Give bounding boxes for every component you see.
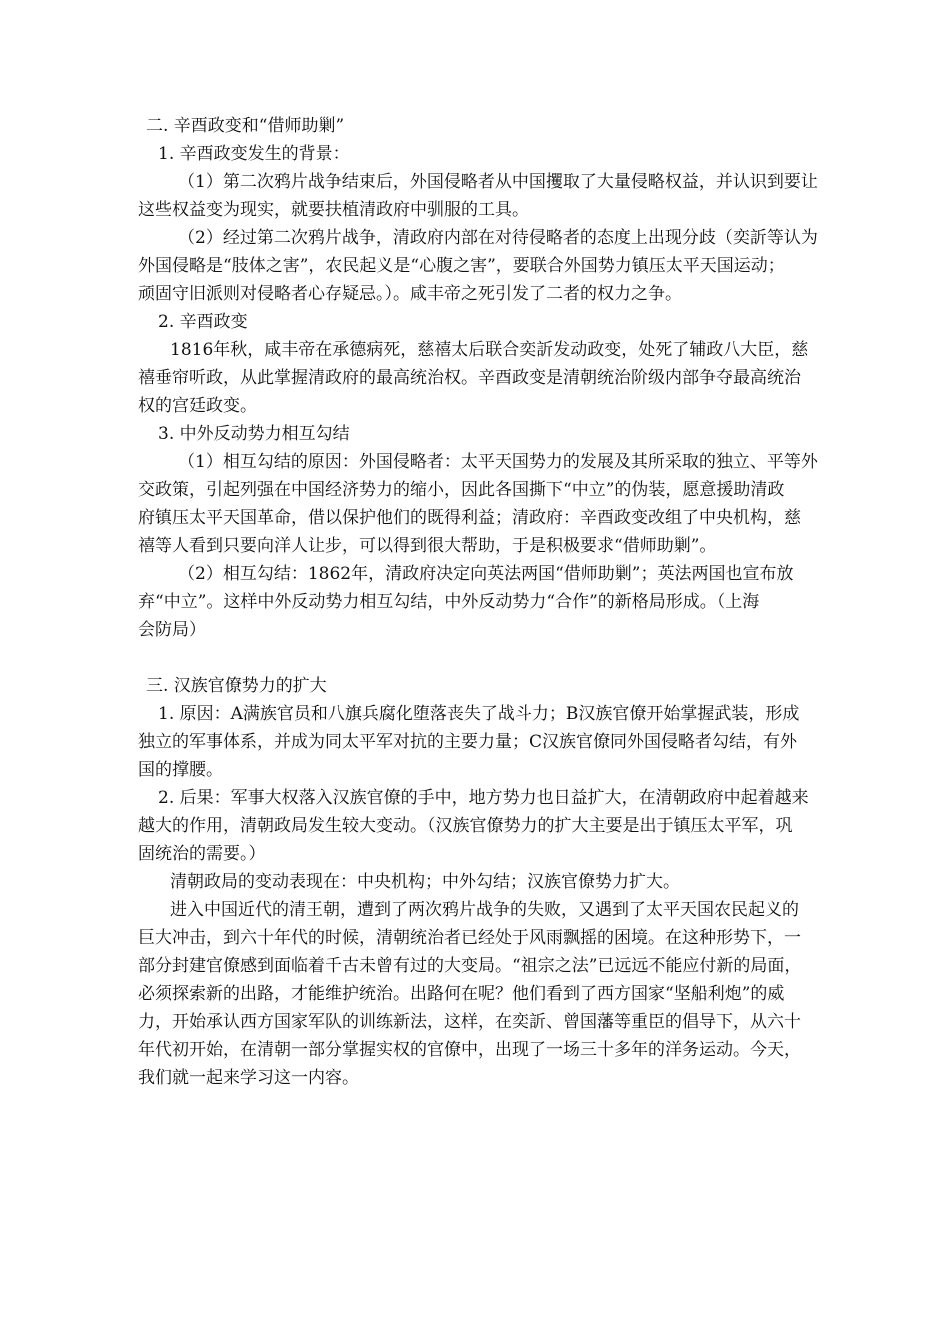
text-line: 禧等人看到只要向洋人让步，可以得到很大帮助，于是积极要求“借师助剿”。: [138, 536, 717, 556]
text-line: 国的撑腰。: [138, 760, 223, 780]
text-line: 这些权益变为现实，就要扶植清政府中驯服的工具。: [138, 200, 529, 220]
text-line: 顽固守旧派则对侵略者心存疑忌。）。咸丰帝之死引发了二者的权力之争。: [138, 284, 682, 304]
text-line: 权的宫廷政变。: [138, 396, 257, 416]
text-line: 会防局）: [138, 620, 206, 640]
section-3-paragraph-2: [138, 784, 818, 868]
text-line: 巨大冲击，到六十年代的时候，清朝统治者已经处于风雨飘摇的困境。在这种形势下，一: [138, 928, 801, 948]
text-line: 1. 原因：A满族官员和八旗兵腐化堕落丧失了战斗力；B汉族官僚开始掌握武装，形成: [158, 704, 800, 724]
text-line: 交政策，引起列强在中国经济势力的缩小，因此各国撕下“中立”的伪装，愿意援助清政: [138, 480, 785, 500]
text-line: 力，开始承认西方国家军队的训练新法，这样，在奕訢、曾国藩等重臣的倡导下，从六十: [138, 1012, 801, 1032]
section-2-paragraph-2-1: [138, 336, 818, 420]
text-line: 外国侵略是“肢体之害”，农民起义是“心腹之害”，要联合外国势力镇压太平天国运动；: [138, 256, 785, 276]
text-line: 必须探索新的出路，才能维护统治。出路何在呢？他们看到了西方国家“坚船利炮”的威: [138, 984, 785, 1004]
text-line: （1）第二次鸦片战争结束后，外国侵略者从中国攫取了大量侵略权益，并认识到要让: [178, 172, 818, 192]
section-3-intro-paragraph: [138, 896, 818, 1092]
section-gap: [138, 644, 818, 672]
text-line: 独立的军事体系，并成为同太平军对抗的主要力量；C汉族官僚同外国侵略者勾结，有外: [138, 732, 798, 752]
text-line: 年代初开始，在清朝一部分掌握实权的官僚中，出现了一场三十多年的洋务运动。今天，: [138, 1040, 801, 1060]
text-line: 部分封建官僚感到面临着千古未曾有过的大变局。“祖宗之法”已远远不能应付新的局面，: [138, 956, 802, 976]
text-line: （2）经过第二次鸦片战争，清政府内部在对待侵略者的态度上出现分歧（奕訢等认为: [178, 228, 818, 248]
section-3-title: 三. 汉族官僚势力的扩大: [146, 676, 327, 696]
document-body: [138, 112, 818, 1092]
text-line: 弃“中立”。这样中外反动势力相互勾结，中外反动势力“合作”的新格局形成。（上海: [138, 592, 760, 612]
text-line: （1）相互勾结的原因：外国侵略者：太平天国势力的发展及其所采取的独立、平等外: [178, 452, 818, 472]
section-3-paragraph-1: [138, 700, 818, 784]
section-2-heading-3: 3. 中外反动势力相互勾结: [158, 424, 350, 444]
text-line: 禧垂帘听政，从此掌握清政府的最高统治权。辛酉政变是清朝统治阶级内部争夺最高统治: [138, 368, 801, 388]
text-line: 1816年秋，咸丰帝在承德病死，慈禧太后联合奕訢发动政变，处死了辅政八大臣，慈: [170, 340, 809, 360]
section-2-title: 二. 辛酉政变和“借师助剿”: [146, 116, 345, 136]
section-2-paragraph-3-2: [138, 560, 818, 644]
text-line: （2）相互勾结：1862年，清政府决定向英法两国“借师助剿”；英法两国也宣布放: [178, 564, 794, 584]
text-line: 进入中国近代的清王朝，遭到了两次鸦片战争的失败，又遇到了太平天国农民起义的: [170, 900, 799, 920]
text-line: 我们就一起来学习这一内容。: [138, 1068, 359, 1088]
section-2-paragraph-3-1: [138, 448, 818, 560]
section-2-paragraph-1-2: [138, 224, 818, 308]
text-line: 2. 后果：军事大权落入汉族官僚的手中，地方势力也日益扩大，在清朝政府中起着越来: [158, 788, 809, 808]
text-line: 固统治的需要。）: [138, 844, 266, 864]
section-2-heading-2: 2. 辛酉政变: [158, 312, 248, 332]
text-line: 府镇压太平天国革命，借以保护他们的既得利益；清政府：辛酉政变改组了中央机构，慈: [138, 508, 801, 528]
section-3-summary: 清朝政局的变动表现在：中央机构；中外勾结；汉族官僚势力扩大。: [170, 872, 680, 892]
section-2-heading-1: 1. 辛酉政变发生的背景：: [158, 144, 350, 164]
text-line: 越大的作用，清朝政局发生较大变动。（汉族官僚势力的扩大主要是出于镇压太平军，巩: [138, 816, 793, 836]
section-2-paragraph-1-1: [138, 168, 818, 224]
